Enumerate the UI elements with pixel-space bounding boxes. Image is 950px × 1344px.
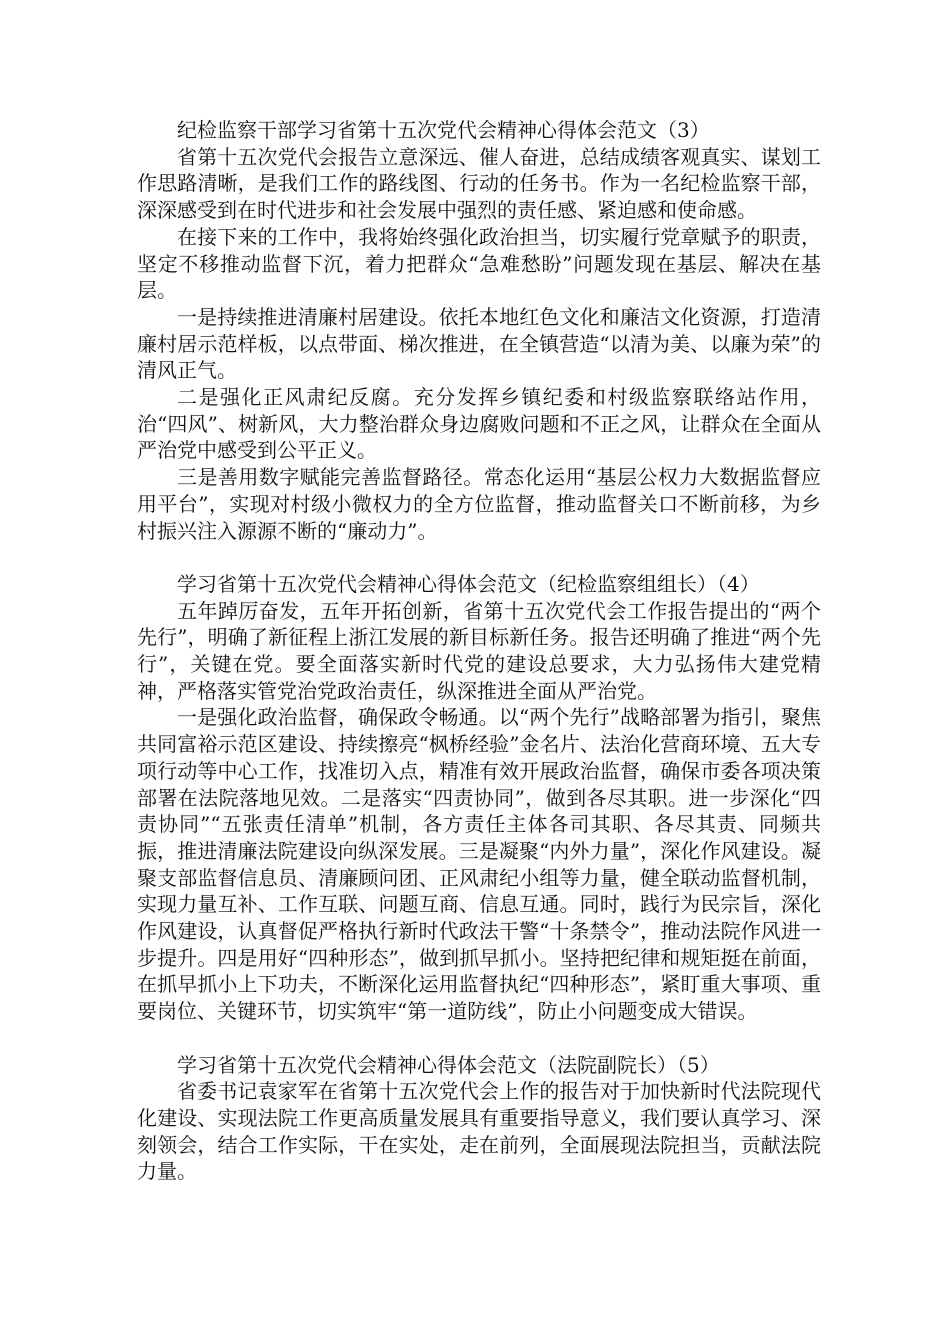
paragraph: 在接下来的工作中，我将始终强化政治担当，切实履行党章赋予的职责，坚定不移推动监督下沉，着力把群众“急难愁盼”问题发现在基层、解决在基层。 <box>137 224 821 303</box>
paragraph: 省委书记袁家军在省第十五次党代会上作的报告对于加快新时代法院现代化建设、实现法院工作更高质量发展具有重要指导意义，我们要认真学习、深刻领会，结合工作实际，干在实处，走在前列，全面展现法院担当，贡献法院力量。 <box>137 1079 821 1184</box>
paragraph: 三是善用数字赋能完善监督路径。常态化运用“基层公权力大数据监督应用平台”，实现对村级小微权力的全方位监督，推动监督关口不断前移，为乡村振兴注入源源不断的“廉动力”。 <box>137 465 821 543</box>
article-section-4 <box>137 571 821 1025</box>
article-title: 学习省第十五次党代会精神心得体会范文（法院副院长）（5） <box>177 1052 720 1077</box>
paragraph: 一是持续推进清廉村居建设。依托本地红色文化和廉洁文化资源，打造清廉村居示范样板，以点带面、梯次推进，在全镇营造“以清为美、以廉为荣”的清风正气。 <box>137 304 821 383</box>
article-title: 学习省第十五次党代会精神心得体会范文（纪检监察组组长）（4） <box>177 571 760 596</box>
document-body <box>137 117 821 1185</box>
article-title: 纪检监察干部学习省第十五次党代会精神心得体会范文（3） <box>177 118 710 142</box>
article-section-5 <box>137 1052 821 1186</box>
paragraph: 二是强化正风肃纪反腐。充分发挥乡镇纪委和村级监察联络站作用，治“四风”、树新风，大力整治群众身边腐败问题和不正之风，让群众在全面从严治党中感受到公平正义。 <box>137 385 821 463</box>
paragraph: 省第十五次党代会报告立意深远、催人奋进，总结成绩客观真实、谋划工作思路清晰，是我们工作的路线图、行动的任务书。作为一名纪检监察干部，深深感受到在时代进步和社会发展中强烈的责任感、紧迫感和使命感。 <box>137 144 821 223</box>
paragraph: 五年踔厉奋发，五年开拓创新，省第十五次党代会工作报告提出的“两个先行”，明确了新征程上浙江发展的新目标新任务。报告还明确了推进“两个先行”，关键在党。要全面落实新时代党的建设总要求，大力弘扬伟大建党精神，严格落实管党治党政治责任，纵深推进全面从严治党。 <box>137 598 821 703</box>
article-section-3 <box>137 117 821 544</box>
paragraph: 一是强化政治监督，确保政令畅通。以“两个先行”战略部署为指引，聚焦共同富裕示范区建设、持续擦亮“枫桥经验”金名片、法治化营商环境、五大专项行动等中心工作，找准切入点，精准有效开展政治监督，确保市委各项决策部署在法院落地见效。二是落实“四责协同”，做到各尽其职。进一步深化“四责协同”“五张责任清单”机制，各方责任主体各司其职、各尽其责、同频共振，推进清廉法院建设向纵深发展。三是凝聚“内外力量”，深化作风建设。凝聚支部监督信息员、清廉顾问团、正风肃纪小组等力量，健全联动监督机制，实现力量互补、工作互联、问题互商、信息互通。同时，践行为民宗旨，深化作风建设，认真督促严格执行新时代政法干警“十条禁令”，推动法院作风进一步提升。四是用好“四种形态”，做到抓早抓小。坚持把纪律和规矩挺在前面，在抓早抓小上下功夫，不断深化运用监督执纪“四种形态”，紧盯重大事项、重要岗位、关键环节，切实筑牢“第一道防线”，防止小问题变成大错误。 <box>137 705 821 1024</box>
